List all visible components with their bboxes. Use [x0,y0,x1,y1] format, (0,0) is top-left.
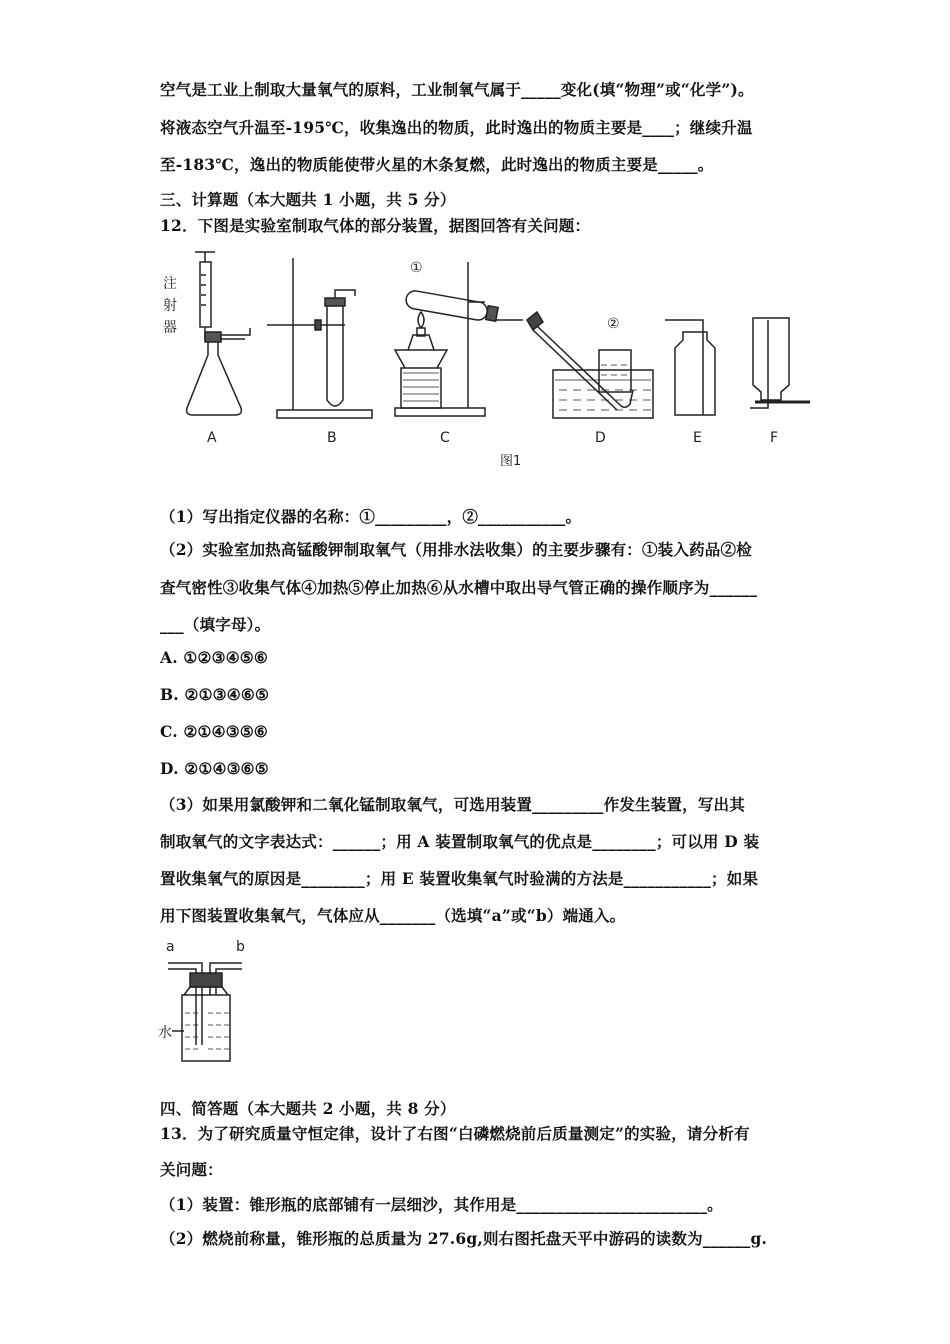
question-13-stem-a: 13．为了研究质量守恒定律，设计了右图“白磷燃烧前后质量测定”的实验，请分析有 [160,1124,750,1143]
label-F: F [770,430,779,446]
q12-part2-c: ___（填字母）。 [160,615,271,634]
question-12-stem: 12．下图是实验室制取气体的部分装置，据图回答有关问题： [160,216,591,235]
syringe-label-1: 注 [163,276,177,292]
q12-part2-a: （2）实验室加热高锰酸钾制取氧气（用排水法收集）的主要步骤有：①装入药品②检 [160,540,752,559]
q12-part3-a: （3）如果用氯酸钾和二氧化锰制取氧气，可选用装置_________作发生装置，写出其 [160,795,745,814]
section-3-heading: 三、计算题（本大题共 1 小题，共 5 分） [160,190,456,209]
figure-caption: 图1 [500,454,522,469]
tube-label-b: b [236,939,245,955]
marker-2: ② [607,316,620,332]
text-line-2: 将液态空气升温至-195℃，收集逸出的物质，此时逸出的物质主要是____；继续升温 [160,118,753,137]
q12-part3-b: 制取氧气的文字表达式：______；用 A 装置制取氧气的优点是________；可以用 D 装 [160,832,760,851]
syringe-label-3: 器 [163,320,177,336]
apparatus-figure [155,240,820,475]
label-A: A [207,430,217,446]
section-4-heading: 四、简答题（本大题共 2 小题，共 8 分） [160,1099,456,1118]
label-B: B [327,430,337,446]
text-line-3: 至-183℃，逸出的物质能使带火星的木条复燃，此时逸出的物质主要是_____。 [160,155,714,174]
text-line-1: 空气是工业上制取大量氧气的原料，工业制氧气属于_____变化(填“物理”或“化学”)。 [160,80,754,99]
syringe-label-2: 射 [163,298,177,314]
label-C: C [440,430,450,446]
q12-part2-b: 查气密性③收集气体④加热⑤停止加热⑥从水槽中取出导气管正确的操作顺序为______ [160,578,758,597]
option-A: A. ①②③④⑤⑥ [160,648,268,667]
label-E: E [693,430,702,446]
option-C: C. ②①④③⑤⑥ [160,722,269,741]
tube-label-a: a [166,939,175,955]
marker-1: ① [410,260,423,276]
q12-part3-c: 置收集氧气的原因是________；用 E 装置收集氧气时验满的方法是___________；如果 [160,869,759,888]
q12-part3-d: 用下图装置收集氧气，气体应从_______（选填“a”或“b）端通入。 [160,906,626,925]
option-B: B. ②①③④⑥⑤ [160,685,270,704]
gas-bottle-figure [158,935,268,1065]
label-D: D [595,430,606,446]
q12-part1: （1）写出指定仪器的名称：①_________，②___________。 [160,507,582,526]
question-13-stem-b: 关问题： [160,1160,223,1179]
q13-part1: （1）装置：锥形瓶的底部铺有一层细沙，其作用是________________________。 [160,1195,723,1214]
water-label: 水 [158,1025,172,1041]
option-D: D. ②①④③⑥⑤ [160,759,269,778]
q13-part2: （2）燃烧前称量，锥形瓶的总质量为 27.6g,则右图托盘天平中游码的读数为______g. [160,1229,768,1248]
